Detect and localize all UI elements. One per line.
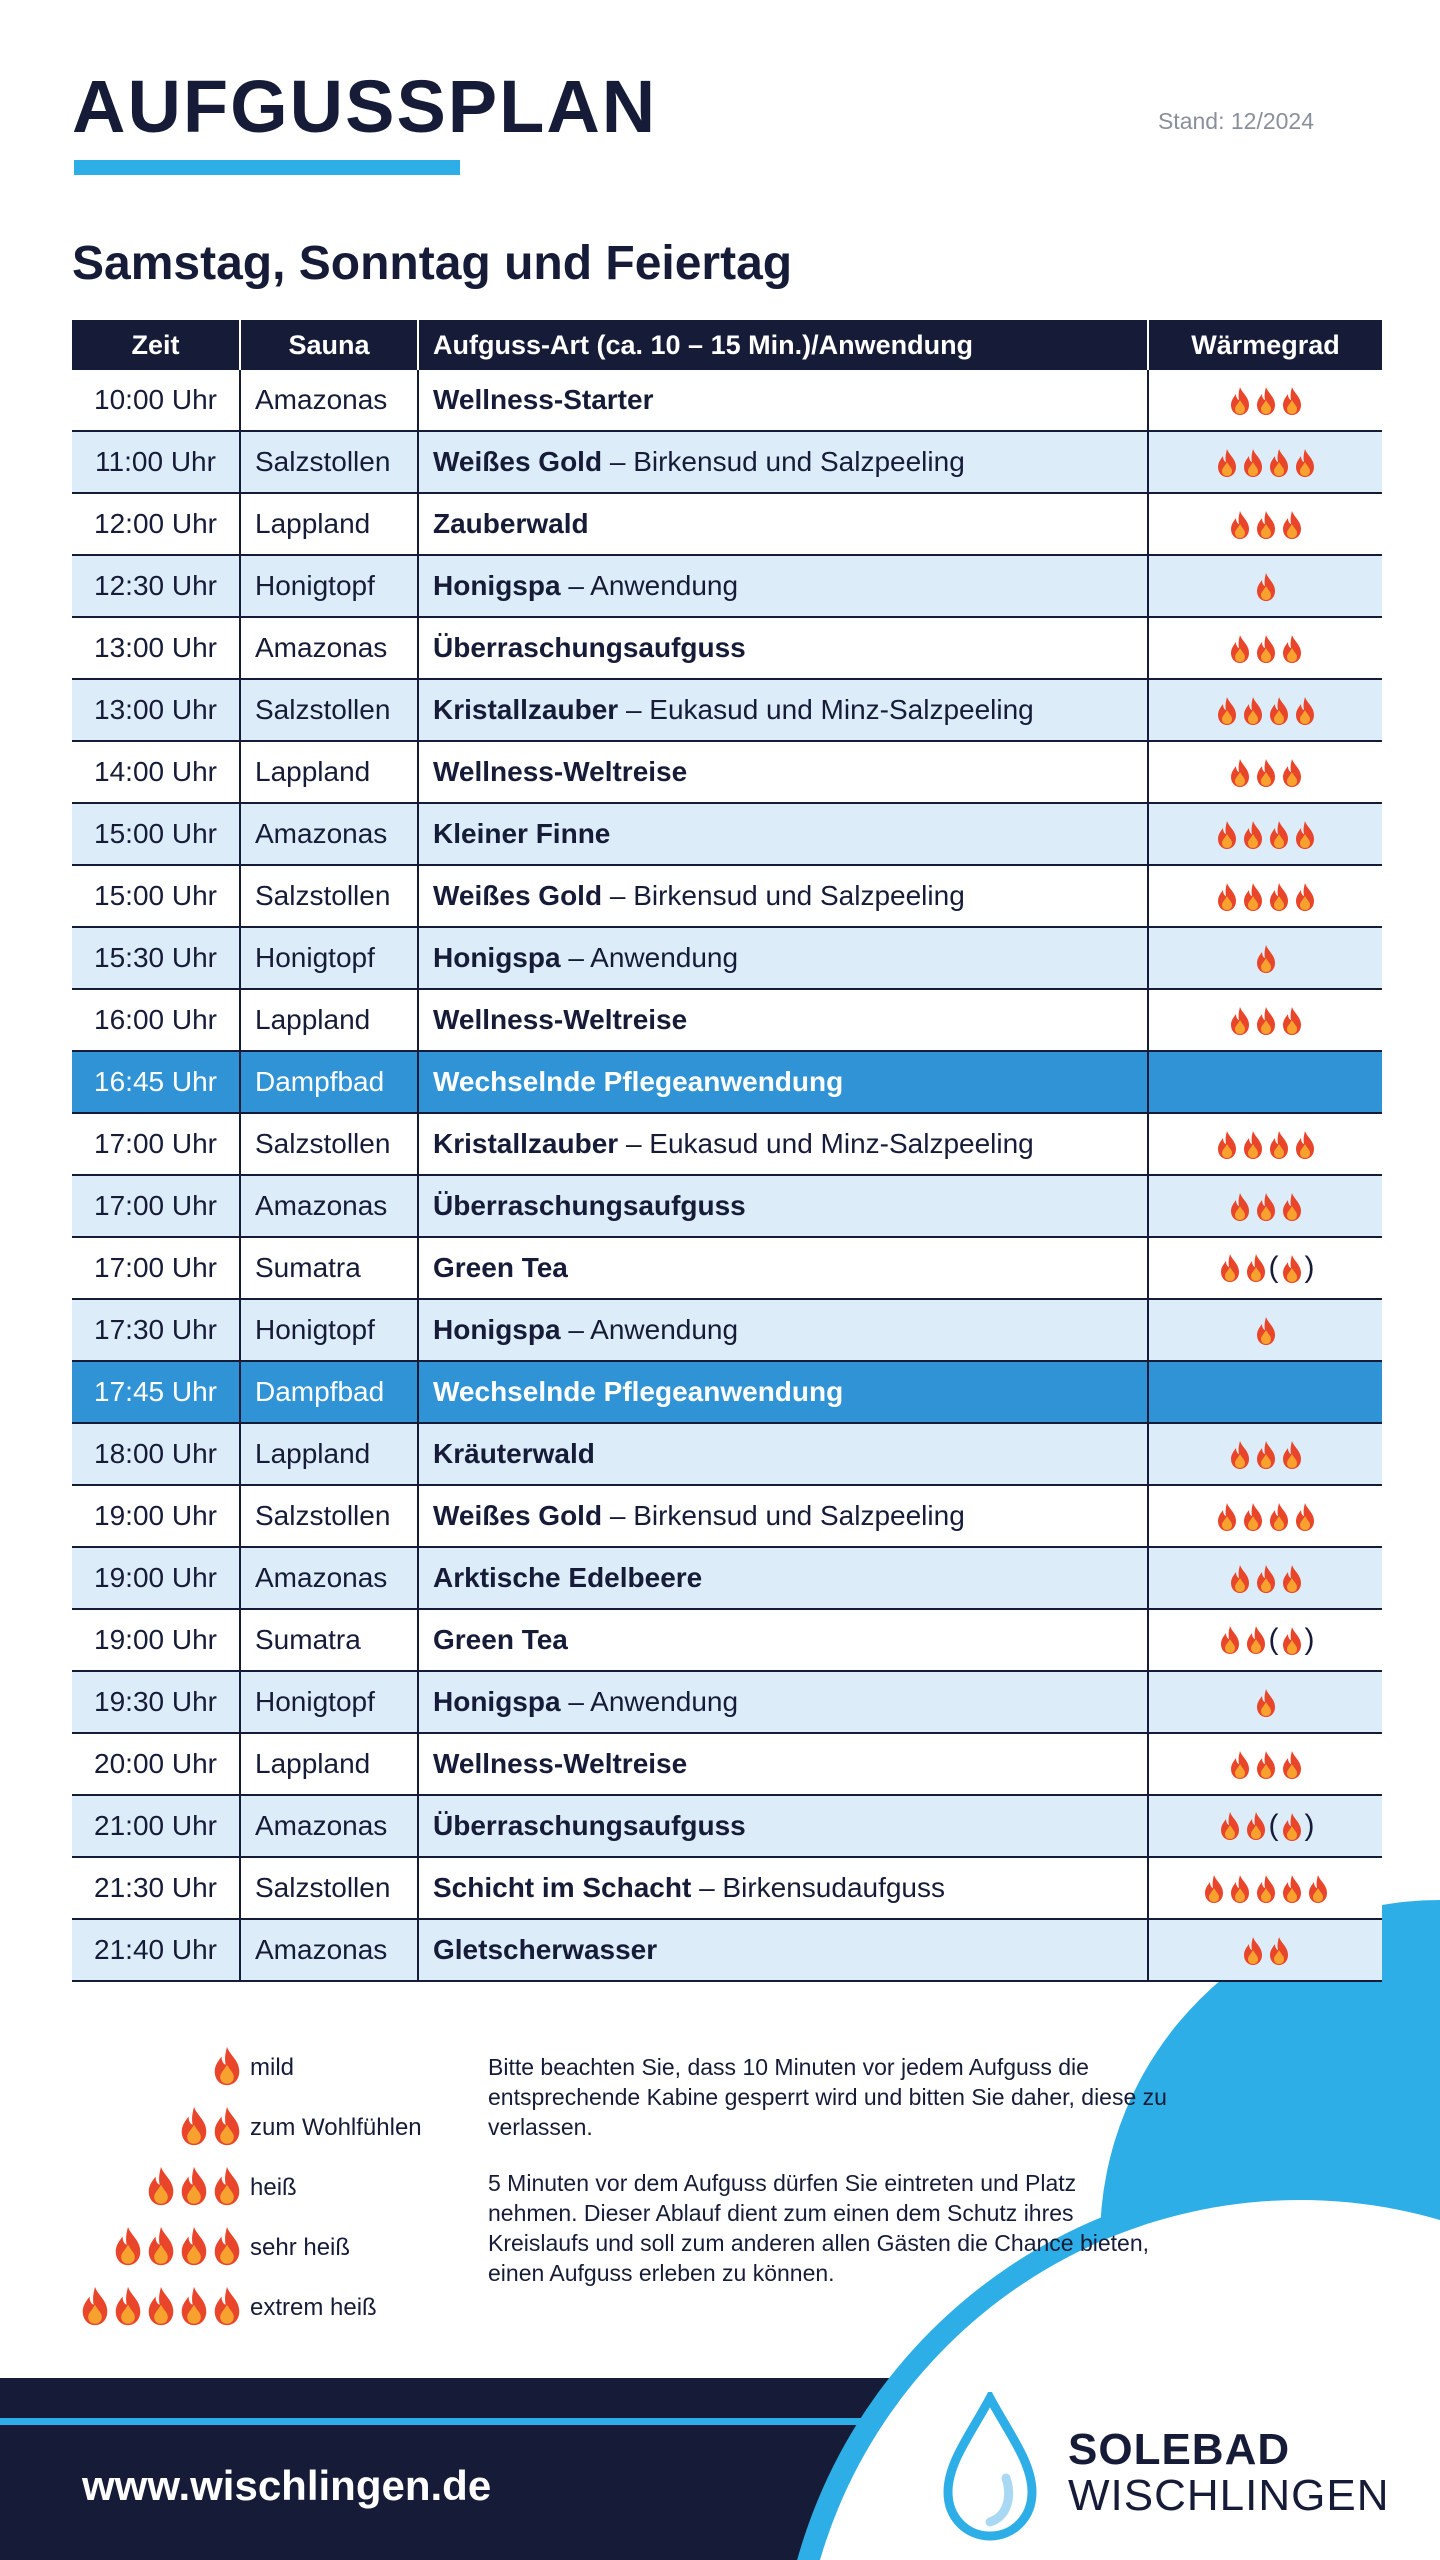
flame-icon bbox=[1242, 696, 1264, 726]
cell-zeit: 19:30 Uhr bbox=[72, 1671, 240, 1733]
cell-waermegrad bbox=[1148, 1609, 1382, 1671]
table-header-row bbox=[72, 320, 1382, 370]
flame-icon bbox=[1268, 820, 1290, 850]
page-title: AUFGUSSPLAN bbox=[72, 65, 658, 148]
flame-icon bbox=[1242, 820, 1264, 850]
flame-icon bbox=[1281, 1874, 1303, 1904]
cell-aufguss-art bbox=[418, 1671, 1148, 1733]
cell-sauna: Dampfbad bbox=[240, 1361, 418, 1423]
aufguss-detail: – Anwendung bbox=[560, 1314, 739, 1345]
flame-icon bbox=[212, 2164, 242, 2208]
flame-icon bbox=[212, 2224, 242, 2268]
table-row bbox=[72, 1175, 1382, 1237]
cell-aufguss-art bbox=[418, 431, 1148, 493]
flame-icon bbox=[1281, 1750, 1303, 1780]
optional-flame-icon: ( ) bbox=[1268, 1251, 1315, 1285]
legend-item bbox=[40, 2220, 460, 2272]
column-header-aufguss-art: Aufguss-Art (ca. 10 – 15 Min.)/Anwendung bbox=[418, 320, 1148, 370]
flame-icon bbox=[1281, 1564, 1303, 1594]
flame-icon bbox=[1219, 1253, 1241, 1283]
aufguss-name: Kristallzauber bbox=[433, 1128, 619, 1159]
flame-icon bbox=[1268, 1502, 1290, 1532]
cell-waermegrad bbox=[1148, 1795, 1382, 1857]
flame-icon bbox=[1216, 696, 1238, 726]
water-drop-icon bbox=[942, 2392, 1038, 2542]
cell-zeit: 17:00 Uhr bbox=[72, 1113, 240, 1175]
table-row bbox=[72, 1237, 1382, 1299]
cell-aufguss-art bbox=[418, 989, 1148, 1051]
flame-icon bbox=[1255, 572, 1277, 602]
table-row bbox=[72, 679, 1382, 741]
flame-icon bbox=[179, 2104, 209, 2148]
flame-icon bbox=[1229, 386, 1251, 416]
legend-label: mild bbox=[250, 2054, 295, 2081]
flame-icon bbox=[1281, 1440, 1303, 1470]
aufguss-name: Schicht im Schacht bbox=[433, 1872, 692, 1903]
flame-icon bbox=[1268, 882, 1290, 912]
footer-blue-stripe bbox=[0, 2418, 900, 2425]
flame-icon bbox=[1255, 510, 1277, 540]
flame-icon bbox=[1255, 758, 1277, 788]
flame-icon bbox=[1255, 1006, 1277, 1036]
cell-sauna: Salzstollen bbox=[240, 1857, 418, 1919]
table-row bbox=[72, 1733, 1382, 1795]
table-row bbox=[72, 1795, 1382, 1857]
cell-sauna: Sumatra bbox=[240, 1609, 418, 1671]
flame-icon bbox=[1229, 1874, 1251, 1904]
cell-sauna: Honigtopf bbox=[240, 927, 418, 989]
cell-waermegrad bbox=[1148, 1113, 1382, 1175]
flame-icon bbox=[1242, 448, 1264, 478]
table-row bbox=[72, 1051, 1382, 1113]
flame-icon bbox=[1229, 1750, 1251, 1780]
cell-zeit: 13:00 Uhr bbox=[72, 617, 240, 679]
aufguss-name: Honigspa bbox=[433, 942, 561, 973]
flame-icon bbox=[1294, 882, 1316, 912]
aufguss-detail: – Birkensud und Salzpeeling bbox=[602, 880, 965, 911]
cell-sauna: Honigtopf bbox=[240, 1299, 418, 1361]
legend-label: zum Wohlfühlen bbox=[250, 2114, 422, 2141]
cell-sauna: Amazonas bbox=[240, 370, 418, 431]
flame-icon bbox=[146, 2224, 176, 2268]
visitor-notes bbox=[488, 2052, 1168, 2314]
flame-icon bbox=[1294, 696, 1316, 726]
cell-aufguss-art bbox=[418, 1175, 1148, 1237]
cell-aufguss-art bbox=[418, 1485, 1148, 1547]
cell-sauna: Amazonas bbox=[240, 1919, 418, 1981]
cell-zeit: 15:00 Uhr bbox=[72, 865, 240, 927]
aufguss-name: Überraschungsaufguss bbox=[433, 1190, 746, 1221]
flame-icon bbox=[146, 2164, 176, 2208]
flame-icon bbox=[1242, 1936, 1264, 1966]
table-row bbox=[72, 493, 1382, 555]
cell-waermegrad bbox=[1148, 1547, 1382, 1609]
cell-aufguss-art bbox=[418, 1237, 1148, 1299]
flame-icon bbox=[1294, 820, 1316, 850]
cell-zeit: 18:00 Uhr bbox=[72, 1423, 240, 1485]
legend-flames bbox=[212, 2040, 245, 2092]
cell-waermegrad bbox=[1148, 1857, 1382, 1919]
legend-label: extrem heiß bbox=[250, 2294, 377, 2321]
cell-aufguss-art bbox=[418, 370, 1148, 431]
flame-icon bbox=[80, 2284, 110, 2328]
cell-waermegrad bbox=[1148, 989, 1382, 1051]
flame-icon bbox=[1255, 944, 1277, 974]
aufguss-detail: – Eukasud und Minz-Salzpeeling bbox=[618, 694, 1034, 725]
aufguss-name: Gletscherwasser bbox=[433, 1934, 658, 1965]
aufguss-name: Honigspa bbox=[433, 570, 561, 601]
aufguss-name: Green Tea bbox=[433, 1624, 568, 1655]
aufguss-detail: – Eukasud und Minz-Salzpeeling bbox=[618, 1128, 1034, 1159]
table-row bbox=[72, 1485, 1382, 1547]
flame-icon bbox=[1268, 448, 1290, 478]
cell-aufguss-art bbox=[418, 1795, 1148, 1857]
flame-icon bbox=[1281, 510, 1303, 540]
cell-waermegrad bbox=[1148, 431, 1382, 493]
table-row bbox=[72, 431, 1382, 493]
cell-aufguss-art bbox=[418, 927, 1148, 989]
table-row bbox=[72, 803, 1382, 865]
flame-icon bbox=[179, 2224, 209, 2268]
cell-aufguss-art bbox=[418, 617, 1148, 679]
flame-icon bbox=[1219, 1811, 1241, 1841]
aufguss-detail: – Birkensud und Salzpeeling bbox=[602, 446, 965, 477]
cell-waermegrad bbox=[1148, 1051, 1382, 1113]
cell-sauna: Amazonas bbox=[240, 803, 418, 865]
legend-flames bbox=[113, 2220, 245, 2272]
column-header-zeit: Zeit bbox=[72, 320, 240, 370]
flame-icon bbox=[1242, 882, 1264, 912]
flame-icon bbox=[1281, 1192, 1303, 1222]
cell-sauna: Sumatra bbox=[240, 1237, 418, 1299]
cell-waermegrad bbox=[1148, 803, 1382, 865]
cell-waermegrad bbox=[1148, 1423, 1382, 1485]
flame-icon bbox=[1229, 634, 1251, 664]
cell-waermegrad bbox=[1148, 370, 1382, 431]
cell-zeit: 16:45 Uhr bbox=[72, 1051, 240, 1113]
cell-waermegrad bbox=[1148, 865, 1382, 927]
column-header-waermegrad: Wärmegrad bbox=[1148, 320, 1382, 370]
flame-icon bbox=[1268, 696, 1290, 726]
cell-waermegrad bbox=[1148, 741, 1382, 803]
cell-sauna: Salzstollen bbox=[240, 431, 418, 493]
cell-waermegrad bbox=[1148, 679, 1382, 741]
optional-flame-icon: ( ) bbox=[1268, 1623, 1315, 1657]
aufguss-name: Wellness-Weltreise bbox=[433, 756, 688, 787]
cell-zeit: 17:30 Uhr bbox=[72, 1299, 240, 1361]
cell-sauna: Salzstollen bbox=[240, 679, 418, 741]
aufguss-name: Honigspa bbox=[433, 1314, 561, 1345]
table-row bbox=[72, 927, 1382, 989]
legend-item bbox=[40, 2100, 460, 2152]
website-link[interactable]: www.wischlingen.de bbox=[82, 2462, 492, 2509]
legend-flames bbox=[80, 2280, 245, 2332]
cell-aufguss-art bbox=[418, 741, 1148, 803]
flame-icon bbox=[1229, 1564, 1251, 1594]
cell-sauna: Lappland bbox=[240, 493, 418, 555]
aufguss-name: Honigspa bbox=[433, 1686, 561, 1717]
flame-icon bbox=[1242, 1130, 1264, 1160]
cell-aufguss-art bbox=[418, 555, 1148, 617]
cell-zeit: 19:00 Uhr bbox=[72, 1485, 240, 1547]
cell-sauna: Honigtopf bbox=[240, 555, 418, 617]
aufguss-name: Arktische Edelbeere bbox=[433, 1562, 703, 1593]
cell-sauna: Lappland bbox=[240, 989, 418, 1051]
aufguss-name: Weißes Gold bbox=[433, 880, 603, 911]
table-row bbox=[72, 1609, 1382, 1671]
flame-icon bbox=[1229, 1192, 1251, 1222]
table-row bbox=[72, 1857, 1382, 1919]
flame-icon bbox=[212, 2104, 242, 2148]
aufguss-name: Zauberwald bbox=[433, 508, 589, 539]
cell-zeit: 21:30 Uhr bbox=[72, 1857, 240, 1919]
aufguss-detail: – Anwendung bbox=[560, 570, 739, 601]
flame-icon bbox=[1216, 820, 1238, 850]
flame-icon bbox=[1216, 1502, 1238, 1532]
flame-icon bbox=[1229, 1006, 1251, 1036]
flame-icon bbox=[1268, 1936, 1290, 1966]
cell-sauna: Lappland bbox=[240, 1423, 418, 1485]
cell-zeit: 20:00 Uhr bbox=[72, 1733, 240, 1795]
cell-waermegrad bbox=[1148, 1671, 1382, 1733]
cell-zeit: 19:00 Uhr bbox=[72, 1547, 240, 1609]
flame-icon bbox=[1229, 758, 1251, 788]
cell-aufguss-art bbox=[418, 1051, 1148, 1113]
flame-icon bbox=[212, 2044, 242, 2088]
cell-waermegrad bbox=[1148, 1175, 1382, 1237]
cell-zeit: 17:45 Uhr bbox=[72, 1361, 240, 1423]
legend-item bbox=[40, 2160, 460, 2212]
table-row bbox=[72, 555, 1382, 617]
schedule-table-body bbox=[72, 370, 1382, 1981]
cell-waermegrad bbox=[1148, 927, 1382, 989]
cell-aufguss-art bbox=[418, 493, 1148, 555]
cell-sauna: Lappland bbox=[240, 741, 418, 803]
flame-icon bbox=[146, 2284, 176, 2328]
aufguss-name: Weißes Gold bbox=[433, 446, 603, 477]
flame-icon bbox=[1255, 1192, 1277, 1222]
flame-icon bbox=[1255, 634, 1277, 664]
cell-zeit: 11:00 Uhr bbox=[72, 431, 240, 493]
aufguss-detail: – Anwendung bbox=[560, 1686, 739, 1717]
cell-zeit: 16:00 Uhr bbox=[72, 989, 240, 1051]
cell-waermegrad bbox=[1148, 617, 1382, 679]
cell-sauna: Amazonas bbox=[240, 1547, 418, 1609]
cell-waermegrad bbox=[1148, 1299, 1382, 1361]
cell-aufguss-art bbox=[418, 1361, 1148, 1423]
aufguss-name: Überraschungsaufguss bbox=[433, 632, 746, 663]
cell-aufguss-art bbox=[418, 1609, 1148, 1671]
flame-icon bbox=[1245, 1811, 1267, 1841]
logo-text-solebad: SOLEBAD bbox=[1068, 2425, 1291, 2474]
optional-flame-icon: ( ) bbox=[1268, 1809, 1315, 1843]
flame-icon bbox=[1255, 1440, 1277, 1470]
aufguss-name: Kräuterwald bbox=[433, 1438, 595, 1469]
flame-icon bbox=[212, 2284, 242, 2328]
cell-sauna: Amazonas bbox=[240, 617, 418, 679]
flame-icon bbox=[1294, 1130, 1316, 1160]
aufguss-detail: – Anwendung bbox=[560, 942, 739, 973]
flame-icon bbox=[1245, 1625, 1267, 1655]
cell-waermegrad bbox=[1148, 1733, 1382, 1795]
cell-zeit: 17:00 Uhr bbox=[72, 1237, 240, 1299]
flame-icon bbox=[1229, 510, 1251, 540]
flame-icon bbox=[179, 2284, 209, 2328]
note-paragraph-entry: 5 Minuten vor dem Aufguss dürfen Sie eintreten und Platz nehmen. Dieser Ablauf dient zum einen dem Schutz ihres Kreislaufs und soll zum anderen allen Gästen die Chance bieten, einen Aufguss erleben zu können. bbox=[488, 2170, 1150, 2286]
aufguss-name: Wellness-Starter bbox=[433, 384, 654, 415]
aufguss-name: Wellness-Weltreise bbox=[433, 1004, 688, 1035]
cell-waermegrad bbox=[1148, 1361, 1382, 1423]
table-row bbox=[72, 1299, 1382, 1361]
flame-icon bbox=[1255, 1750, 1277, 1780]
aufguss-name: Kleiner Finne bbox=[433, 818, 611, 849]
cell-zeit: 10:00 Uhr bbox=[72, 370, 240, 431]
aufguss-name: Überraschungsaufguss bbox=[433, 1810, 746, 1841]
cell-sauna: Salzstollen bbox=[240, 865, 418, 927]
cell-sauna: Dampfbad bbox=[240, 1051, 418, 1113]
aufguss-detail: – Birkensudaufguss bbox=[691, 1872, 946, 1903]
cell-waermegrad bbox=[1148, 493, 1382, 555]
cell-zeit: 21:40 Uhr bbox=[72, 1919, 240, 1981]
flame-icon bbox=[1219, 1625, 1241, 1655]
cell-sauna: Salzstollen bbox=[240, 1485, 418, 1547]
legend-item bbox=[40, 2280, 460, 2332]
flame-icon bbox=[1281, 386, 1303, 416]
cell-aufguss-art bbox=[418, 1547, 1148, 1609]
table-row bbox=[72, 617, 1382, 679]
flame-icon bbox=[1307, 1874, 1329, 1904]
flame-icon bbox=[1281, 1006, 1303, 1036]
flame-icon bbox=[1281, 1812, 1303, 1842]
cell-waermegrad bbox=[1148, 1237, 1382, 1299]
cell-zeit: 21:00 Uhr bbox=[72, 1795, 240, 1857]
flame-icon bbox=[1229, 1440, 1251, 1470]
table-row bbox=[72, 1547, 1382, 1609]
flame-icon bbox=[1255, 1316, 1277, 1346]
cell-sauna: Lappland bbox=[240, 1733, 418, 1795]
flame-icon bbox=[1216, 882, 1238, 912]
cell-waermegrad bbox=[1148, 555, 1382, 617]
table-row bbox=[72, 865, 1382, 927]
cell-aufguss-art bbox=[418, 1113, 1148, 1175]
legend-flames bbox=[179, 2100, 245, 2152]
cell-aufguss-art bbox=[418, 1423, 1148, 1485]
flame-icon bbox=[1294, 1502, 1316, 1532]
flame-icon bbox=[1216, 448, 1238, 478]
cell-zeit: 12:30 Uhr bbox=[72, 555, 240, 617]
flame-icon bbox=[1294, 448, 1316, 478]
legend-flames bbox=[146, 2160, 245, 2212]
cell-zeit: 19:00 Uhr bbox=[72, 1609, 240, 1671]
cell-waermegrad bbox=[1148, 1919, 1382, 1981]
title-underline bbox=[74, 160, 460, 175]
flame-icon bbox=[179, 2164, 209, 2208]
cell-aufguss-art bbox=[418, 1733, 1148, 1795]
table-row bbox=[72, 370, 1382, 431]
flame-icon bbox=[1281, 634, 1303, 664]
cell-sauna: Amazonas bbox=[240, 1175, 418, 1237]
flame-icon bbox=[113, 2284, 143, 2328]
aufguss-name: Kristallzauber bbox=[433, 694, 619, 725]
table-row bbox=[72, 989, 1382, 1051]
table-row bbox=[72, 741, 1382, 803]
flame-icon bbox=[1281, 758, 1303, 788]
cell-waermegrad bbox=[1148, 1485, 1382, 1547]
cell-aufguss-art bbox=[418, 803, 1148, 865]
cell-zeit: 13:00 Uhr bbox=[72, 679, 240, 741]
schedule-subtitle: Samstag, Sonntag und Feiertag bbox=[72, 237, 793, 290]
cell-sauna: Honigtopf bbox=[240, 1671, 418, 1733]
aufguss-name: Wechselnde Pflegeanwendung bbox=[433, 1376, 844, 1407]
column-header-sauna: Sauna bbox=[240, 320, 418, 370]
cell-aufguss-art bbox=[418, 1299, 1148, 1361]
legend-label: heiß bbox=[250, 2174, 297, 2201]
cell-aufguss-art bbox=[418, 1857, 1148, 1919]
cell-zeit: 15:30 Uhr bbox=[72, 927, 240, 989]
legend-item bbox=[40, 2040, 460, 2092]
aufguss-name: Wellness-Weltreise bbox=[433, 1748, 688, 1779]
flame-icon bbox=[1281, 1254, 1303, 1284]
flame-icon bbox=[1245, 1253, 1267, 1283]
flame-icon bbox=[1255, 1564, 1277, 1594]
schedule-table bbox=[72, 320, 1382, 1982]
cell-zeit: 12:00 Uhr bbox=[72, 493, 240, 555]
flame-icon bbox=[1242, 1502, 1264, 1532]
flame-icon bbox=[1268, 1130, 1290, 1160]
table-row bbox=[72, 1671, 1382, 1733]
legend-label: sehr heiß bbox=[250, 2234, 351, 2261]
cell-sauna: Salzstollen bbox=[240, 1113, 418, 1175]
aufguss-detail: – Birkensud und Salzpeeling bbox=[602, 1500, 965, 1531]
aufguss-name: Green Tea bbox=[433, 1252, 568, 1283]
aufguss-name: Weißes Gold bbox=[433, 1500, 603, 1531]
table-row bbox=[72, 1113, 1382, 1175]
cell-zeit: 15:00 Uhr bbox=[72, 803, 240, 865]
table-row bbox=[72, 1919, 1382, 1981]
flame-icon bbox=[1255, 1688, 1277, 1718]
cell-aufguss-art bbox=[418, 865, 1148, 927]
cell-sauna: Amazonas bbox=[240, 1795, 418, 1857]
cell-aufguss-art bbox=[418, 1919, 1148, 1981]
cell-zeit: 17:00 Uhr bbox=[72, 1175, 240, 1237]
aufguss-name: Wechselnde Pflegeanwendung bbox=[433, 1066, 844, 1097]
flame-icon bbox=[1281, 1626, 1303, 1656]
cell-zeit: 14:00 Uhr bbox=[72, 741, 240, 803]
cell-aufguss-art bbox=[418, 679, 1148, 741]
logo-text-wischlingen: WISCHLINGEN bbox=[1068, 2471, 1390, 2520]
flame-icon bbox=[113, 2224, 143, 2268]
table-row bbox=[72, 1423, 1382, 1485]
flame-icon bbox=[1255, 1874, 1277, 1904]
table-row bbox=[72, 1361, 1382, 1423]
flame-icon bbox=[1255, 386, 1277, 416]
flame-icon bbox=[1216, 1130, 1238, 1160]
version-stamp: Stand: 12/2024 bbox=[1157, 108, 1314, 134]
flame-icon bbox=[1203, 1874, 1225, 1904]
note-paragraph-closing: Bitte beachten Sie, dass 10 Minuten vor jedem Aufguss die entsprechende Kabine gesperrt wird und bitten Sie daher, diese zu verlassen. bbox=[488, 2054, 1167, 2140]
